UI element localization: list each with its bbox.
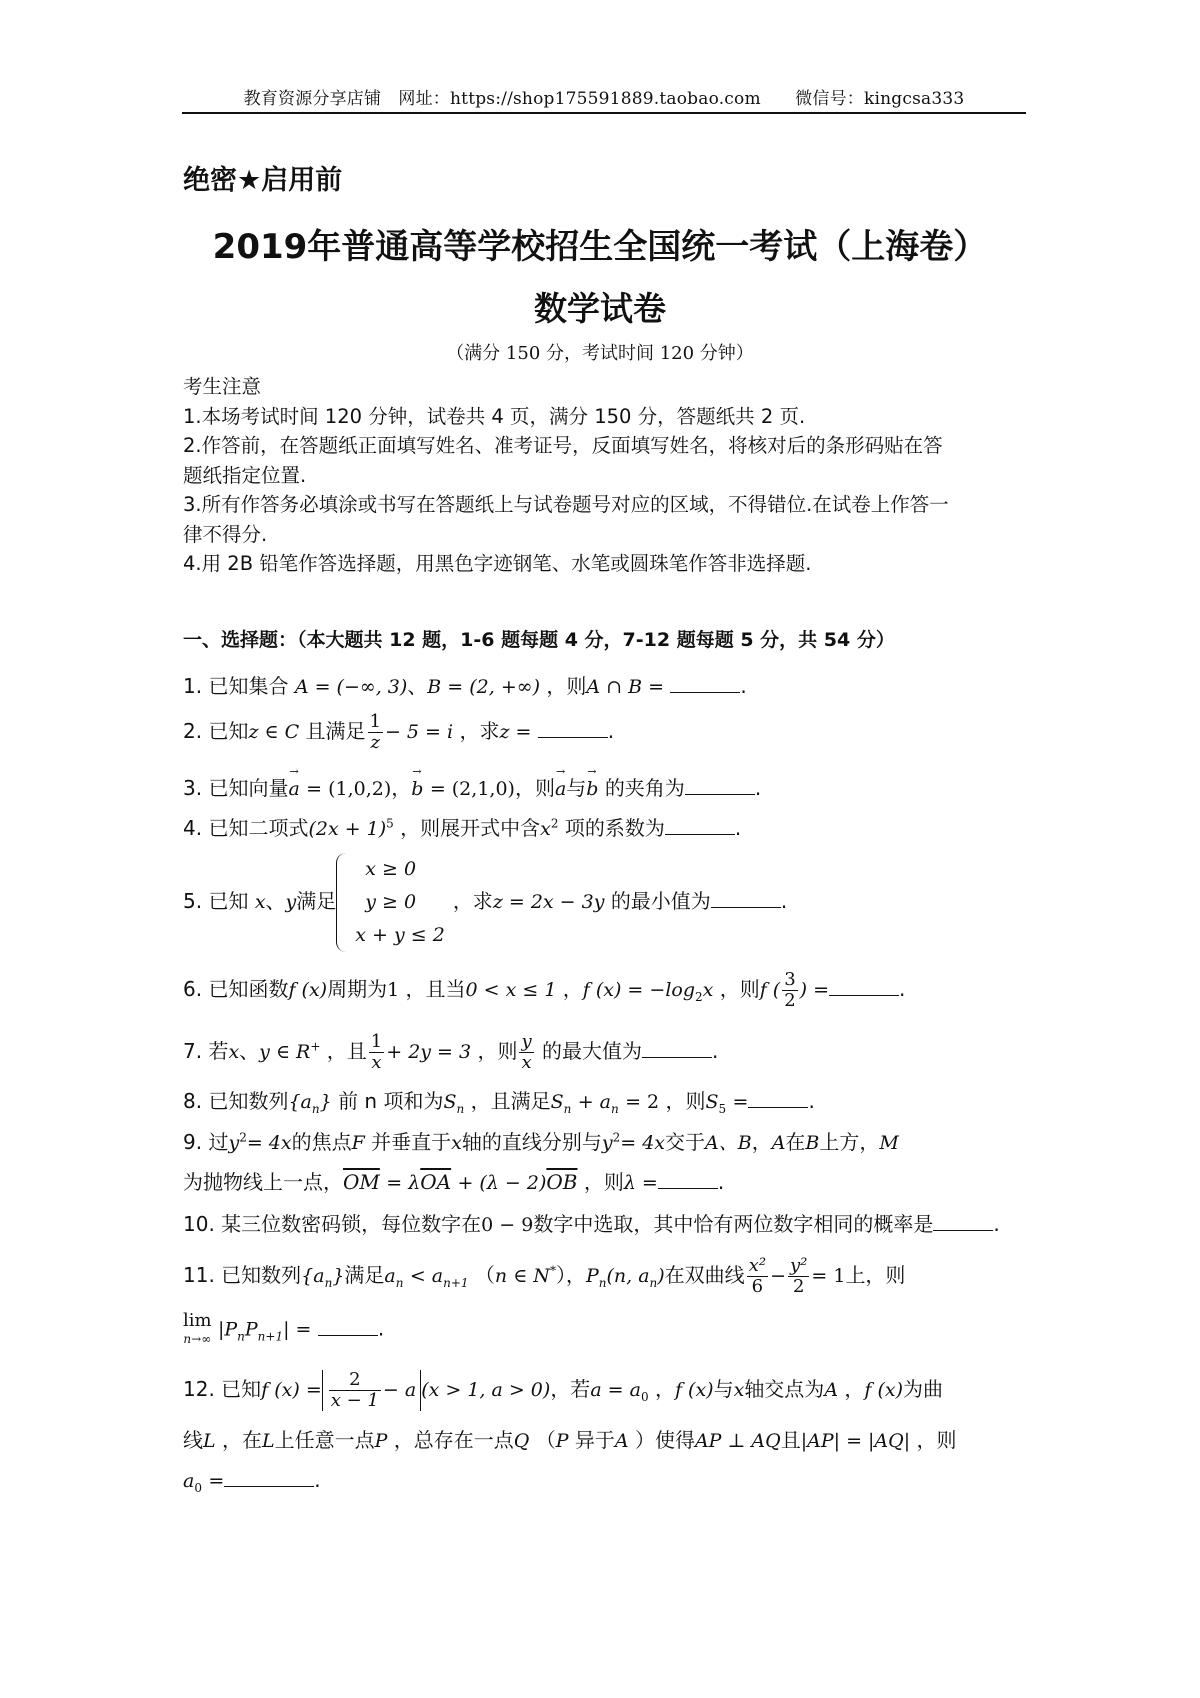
q-text: 6. 已知函数 (183, 977, 289, 1001)
q-math: A (771, 1132, 786, 1154)
numerator: y (521, 1031, 532, 1052)
q-math: − (770, 1265, 786, 1287)
q-math: AP ⊥ AQ (694, 1430, 781, 1452)
denominator: 2 (784, 990, 796, 1011)
limit (183, 1312, 212, 1348)
q-math: f ( (759, 979, 781, 1001)
question-8 (183, 1085, 1033, 1116)
q-math: f (x) = −log (582, 979, 695, 1001)
q-text: 数字中选取，其中恰有两位数字相同的概率是 (533, 1212, 934, 1236)
question-12-cont (183, 1424, 1033, 1453)
q-text: . (314, 1468, 321, 1492)
q-text: 的最小值为 (610, 889, 711, 913)
q-text: ，总存在一点 (393, 1428, 514, 1452)
lim-sub: n→∞ (183, 1332, 212, 1346)
subscript: n (563, 1102, 572, 1116)
q-text: . (712, 1039, 719, 1063)
q-math: − a (382, 1379, 417, 1401)
q-text: ，且 (326, 1039, 367, 1063)
superscript: + (310, 1039, 321, 1054)
question-3 (183, 772, 1033, 801)
q-math: a (384, 1265, 396, 1287)
q-math: = λ (386, 1172, 421, 1194)
q-math: z = (499, 721, 532, 743)
q-math: x (451, 1132, 462, 1154)
q-math: = 1 (811, 1265, 846, 1287)
q-text: . (780, 889, 788, 913)
q-text: ，在 (221, 1428, 262, 1452)
q-text: 与 (566, 776, 587, 800)
fraction (519, 1032, 533, 1073)
q-text: 且 (780, 1428, 801, 1452)
subscript: n (598, 1276, 607, 1290)
q-text: 上方， (819, 1130, 880, 1154)
vector-a: → a (288, 778, 299, 800)
subscript: 2 (695, 990, 703, 1004)
q-math: F (351, 1132, 365, 1154)
answer-blank[interactable] (748, 1089, 808, 1108)
subscript: n (311, 1102, 320, 1116)
q-text: ，且满足 (470, 1089, 551, 1113)
subscript: 0 (640, 1390, 649, 1404)
q-math: < a (409, 1265, 444, 1287)
q-text: 且满足 (305, 719, 366, 743)
q-math: = 4x (620, 1132, 665, 1154)
q-math: S (550, 1091, 564, 1113)
superscript: * (549, 1263, 556, 1278)
page-header: 教育资源分享店铺 网址：https://shop175591889.taobao.com 微信号：kingcsa333 (243, 89, 965, 109)
q-text: ，则展开式中含 (400, 816, 541, 840)
q-math: x (228, 1041, 240, 1063)
fraction (368, 712, 383, 753)
q-math: = 4x (246, 1132, 292, 1154)
superscript: 2 (239, 1130, 247, 1145)
denominator: x (521, 1052, 532, 1073)
q-text: 轴的直线分别与 (461, 1130, 602, 1154)
q-math: 1 (387, 979, 400, 1001)
notice-line: 4.用 2B 铅笔作答选择题，用黑色字迹钢笔、水笔或圆珠笔作答非选择题. (183, 552, 812, 575)
q-text: 线 (183, 1428, 203, 1452)
q-math: S (443, 1091, 457, 1113)
q-text: 与 (713, 1377, 734, 1401)
q-math: z = 2x − 3y (492, 891, 605, 913)
question-9 (183, 1126, 1033, 1155)
q-math: + (λ − 2) (457, 1172, 547, 1194)
q-text: . (899, 977, 906, 1001)
question-12-answer (183, 1468, 1033, 1495)
notice-line: 2.作答前，在答题纸正面填写姓名、准考证号，反面填写姓名，将核对后的条形码贴在答 (183, 434, 943, 457)
inequality-system (336, 853, 445, 952)
vector-b: → b (586, 778, 598, 800)
q-math: f (x) (864, 1379, 904, 1401)
q-text: . (993, 1212, 1000, 1236)
q-text: 3. 已知向量 (183, 776, 289, 800)
q-text: ，则 (719, 977, 760, 1001)
answer-blank[interactable] (829, 977, 899, 996)
q-text: 7. 若 (183, 1039, 229, 1063)
q-text: 满足 (344, 1263, 385, 1287)
q-math: 0 < x ≤ 1 (465, 979, 557, 1001)
q-math: P (555, 1430, 569, 1452)
q-text: . (377, 1316, 385, 1341)
notice-line: 1.本场考试时间 120 分钟，试卷共 4 页，满分 150 分，答题纸共 2 页. (183, 404, 806, 428)
q-math: } (319, 1091, 332, 1113)
question-2 (183, 712, 1033, 753)
exponent: 5 (386, 816, 394, 831)
q-text: 为曲 (903, 1377, 944, 1401)
q-text: 9. 过 (183, 1130, 229, 1154)
q-text: 满足 (296, 889, 337, 913)
q-math: ) = (799, 979, 830, 1001)
q-math: y ∈ R (259, 1041, 311, 1063)
q-math: a (183, 1470, 195, 1492)
q-math: f (x) (288, 979, 328, 1001)
question-11 (183, 1256, 1033, 1297)
q-text: ）， (555, 1263, 586, 1287)
q-math: {a (288, 1091, 312, 1113)
subscript: n+1 (257, 1329, 284, 1344)
section-head: 一、选择题：（本大题共 12 题，1-6 题每题 4 分，7-12 题每题 5 分，共 54 分） (183, 629, 895, 651)
denominator: 2 (792, 1276, 805, 1297)
q-math: Q (513, 1430, 530, 1452)
question-5 (183, 853, 1033, 952)
exam-title: 2019年普通高等学校招生全国统一考试（上海卷） (212, 227, 988, 267)
q-text: . (734, 816, 742, 840)
q-math: + 2y = 3 (386, 1041, 472, 1063)
answer-blank[interactable] (224, 1468, 314, 1487)
q-text: 为抛物线上一点， (183, 1170, 343, 1194)
q-text: 、 (407, 674, 428, 698)
q-text: ，则 (583, 1170, 624, 1194)
q-math: x (540, 818, 551, 840)
header-rule (182, 112, 1026, 114)
q-math: M (879, 1132, 899, 1154)
answer-blank[interactable] (685, 776, 755, 795)
q-math: {a (301, 1265, 325, 1287)
q-math: B (805, 1132, 820, 1154)
q-math: | = (283, 1318, 312, 1341)
q-math: = (2,1,0) (429, 778, 515, 800)
q-text: ，则 (514, 776, 555, 800)
q-text: 并垂直于 (371, 1130, 452, 1154)
q-math: B = (2, +∞) (427, 676, 540, 698)
subscript: 0 (194, 1481, 202, 1495)
q-math: A ∩ B = (586, 676, 664, 698)
q-text: . (607, 719, 615, 743)
q-text: ，则 (546, 674, 587, 698)
subscript: n (649, 1276, 658, 1290)
q-math: A (614, 1430, 629, 1452)
q-text: ，求 (452, 889, 493, 913)
subscript: 5 (718, 1102, 727, 1116)
q-math: = 2 (625, 1091, 660, 1113)
q-text: 在 (785, 1130, 806, 1154)
q-math: f (x) = (261, 1379, 322, 1401)
subscript: n (324, 1276, 333, 1290)
q-text: ， (751, 1130, 772, 1154)
notice-line: 3.所有作答务必填涂或书写在答题纸上与试卷题号对应的区域，不得错位.在试卷上作答一 (183, 493, 949, 516)
answer-blank[interactable] (670, 674, 740, 693)
numerator: 2 (329, 1370, 381, 1391)
vector-a: → a (555, 778, 566, 800)
numerator: x² (748, 1255, 767, 1276)
q-text: 8. 已知数列 (183, 1089, 289, 1113)
question-4 (183, 812, 1033, 841)
q-text: ，则 (665, 1089, 706, 1113)
numerator: 1 (369, 711, 381, 732)
subscript: n (456, 1102, 465, 1116)
q-math: y (601, 1132, 613, 1154)
q-math: x (254, 891, 266, 913)
q-math: } (332, 1265, 345, 1287)
inequality: x ≥ 0 (365, 858, 417, 880)
q-text: . (740, 674, 747, 698)
q-math: |P (217, 1318, 238, 1341)
question-6 (183, 970, 1033, 1011)
q-math: y (285, 891, 297, 913)
q-text: ， (562, 977, 583, 1001)
confidential-mark: 绝密★启用前 (183, 165, 343, 196)
vector-oa: $\overline{OA}$ (420, 1170, 452, 1194)
q-math: f (x) (674, 1379, 714, 1401)
q-text: 上任意一点 (274, 1428, 375, 1452)
q-text: ，则 (916, 1428, 957, 1452)
q-text: 交于 (665, 1130, 705, 1154)
q-text: 轴交点为 (744, 1377, 825, 1401)
fraction (782, 970, 797, 1011)
q-text: 在双曲线 (664, 1263, 745, 1287)
vector-ob: $\overline{OB}$ (546, 1170, 578, 1194)
q-text: 12. 已知 (183, 1377, 262, 1401)
q-text: 周期为 (327, 977, 388, 1001)
q-math: y (228, 1132, 240, 1154)
q-text: 4. 已知二项式 (183, 816, 309, 840)
q-text: 、 (239, 1039, 260, 1063)
q-text: 的最大值为 (542, 1039, 642, 1063)
inequality: y ≥ 0 (365, 891, 417, 913)
q-math: = (1,0,2) (306, 778, 392, 800)
fraction (788, 1256, 809, 1297)
q-text: 2. 已知 (183, 719, 249, 743)
q-text: 前 n 项和为 (338, 1089, 444, 1113)
fraction (747, 1256, 768, 1297)
subscript: n (395, 1276, 404, 1290)
fraction (329, 1370, 381, 1411)
denominator: x (371, 1052, 382, 1073)
q-math: x (702, 979, 714, 1001)
q-text: （ (474, 1263, 495, 1287)
q-math: P (244, 1318, 258, 1341)
q-text: ）使得 (634, 1428, 695, 1452)
q-text: 的焦点 (291, 1130, 352, 1154)
vector-b: → b (411, 778, 423, 800)
q-text: 1. 已知集合 (183, 674, 289, 698)
q-math: + a (577, 1091, 611, 1113)
question-10 (183, 1208, 1033, 1237)
q-text: . (754, 776, 762, 800)
q-math: |AP| = |AQ| (800, 1430, 911, 1452)
q-math: λ = (623, 1172, 658, 1194)
q-text: ，若 (550, 1377, 591, 1401)
q-text: . (808, 1089, 815, 1113)
q-math: A、B (705, 1132, 752, 1154)
answer-blank[interactable] (538, 719, 608, 738)
q-text: ， (844, 1377, 865, 1401)
subscript: n (237, 1329, 245, 1344)
q-text: ，且当 (405, 977, 466, 1001)
denominator: 6 (751, 1276, 764, 1297)
question-11-cont (183, 1312, 1033, 1348)
subscript: n (611, 1102, 619, 1116)
q-math: z ∈ C (248, 721, 300, 743)
q-text: 异于 (574, 1428, 615, 1452)
question-9-cont (183, 1166, 1033, 1195)
vector-om: $\overline{OM}$ (343, 1170, 380, 1194)
q-math: ) (657, 1265, 665, 1287)
numerator: 3 (784, 969, 796, 990)
q-text: ， (654, 1377, 675, 1401)
question-7 (183, 1032, 1033, 1073)
q-math: (n, a (606, 1265, 650, 1287)
q-text: . (717, 1170, 725, 1194)
answer-blank[interactable] (318, 1317, 378, 1336)
q-math: (x > 1, a > 0) (421, 1379, 551, 1401)
answer-blank[interactable] (658, 1170, 718, 1189)
q-math: L (203, 1430, 216, 1452)
q-math: n ∈ N (494, 1265, 550, 1287)
q-text: ， (391, 776, 412, 800)
q-math: P (585, 1265, 599, 1287)
q-math: 0 − 9 (481, 1214, 534, 1236)
notice-line: 律不得分. (183, 522, 268, 546)
abs-value (322, 1370, 421, 1411)
answer-blank[interactable] (711, 889, 781, 908)
q-math: L (261, 1430, 275, 1452)
q-text: 11. 已知数列 (183, 1263, 302, 1287)
q-text: 10. 某三位数密码锁，每位数字在 (183, 1212, 482, 1236)
q-math: a = a (590, 1379, 641, 1401)
q-math: x (733, 1379, 745, 1401)
superscript: 2 (612, 1130, 621, 1145)
question-1 (183, 670, 1033, 699)
denominator: z (370, 732, 380, 753)
denominator: x − 1 (330, 1390, 379, 1411)
numerator: 1 (370, 1031, 383, 1052)
numerator: y² (789, 1255, 808, 1276)
q-math: = (208, 1470, 225, 1492)
q-text: 项的系数为 (564, 816, 665, 840)
q-math: A = (−∞, 3) (294, 676, 408, 698)
q-math: − 5 = i (384, 721, 454, 743)
notice-line: 题纸指定位置. (183, 463, 307, 487)
answer-blank[interactable] (665, 816, 735, 835)
answer-blank[interactable] (933, 1212, 993, 1231)
fraction (369, 1032, 384, 1073)
q-math: S (705, 1091, 719, 1113)
q-text: 的夹角为 (604, 776, 685, 800)
q-text: 上，则 (845, 1263, 906, 1287)
candidate-notice (183, 372, 1028, 579)
q-math: P (374, 1430, 388, 1452)
q-math: = (732, 1091, 749, 1113)
q-text: 5. 已知 (183, 889, 249, 913)
q-text: （ (535, 1428, 556, 1452)
question-12 (183, 1370, 1033, 1411)
score-time-line: （满分 150 分，考试时间 120 分钟） (446, 343, 754, 364)
q-text: ，求 (459, 719, 500, 743)
exponent: 2 (550, 816, 559, 831)
q-text: 、 (265, 889, 286, 913)
inequality: x + y ≤ 2 (355, 924, 445, 946)
answer-blank[interactable] (642, 1039, 712, 1058)
q-text: ，则 (477, 1039, 518, 1063)
q-math: (2x + 1) (308, 818, 387, 840)
notice-head: 考生注意 (183, 375, 262, 398)
subscript: n+1 (443, 1276, 469, 1290)
exam-subtitle: 数学试卷 (534, 289, 666, 328)
lim-label: lim (183, 1310, 212, 1331)
q-math: A (824, 1379, 839, 1401)
